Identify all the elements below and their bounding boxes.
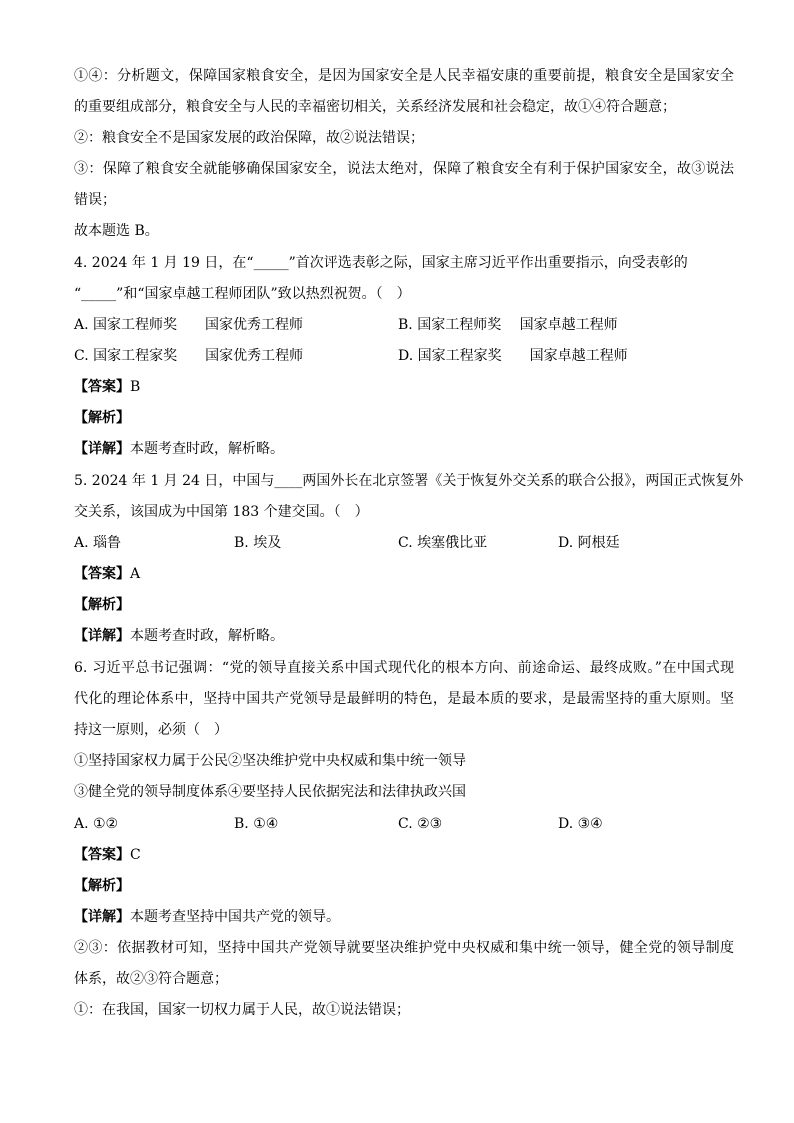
question-4-stem: “_____”和“国家卓越工程师团队”致以热烈祝贺。（ ） xyxy=(74,286,411,302)
text-line: ③：保障了粮食安全就能够确保国家安全，说法太绝对，保障了粮食安全有利于保护国家安全，故③说法 xyxy=(74,161,734,177)
text-line: ②：粮食安全不是国家发展的政治保障，故②说法错误； xyxy=(74,130,424,146)
question-5-option-b: B. 埃及 xyxy=(234,535,282,551)
answer-value: B xyxy=(130,379,141,395)
question-4-stem: 4. 2024 年 1 月 19 日，在“_____”首次评选表彰之际，国家主席习近平作出重要指示，向受表彰的 xyxy=(74,255,688,271)
detail-label: 【详解】 xyxy=(74,628,130,644)
analysis-label: 【解析】 xyxy=(74,878,130,894)
question-4-option-a: A. 国家工程师奖 国家优秀工程师 xyxy=(74,317,304,333)
detail-text: 本题考查坚持中国共产党的领导。 xyxy=(130,909,340,925)
question-5-option-c: C. 埃塞俄比亚 xyxy=(398,535,488,551)
question-6-option-d: D. ③④ xyxy=(558,816,603,832)
detail-line xyxy=(74,907,734,927)
text-line: 体系，故②③符合题意； xyxy=(74,971,228,987)
detail-text: 本题考查时政，解析略。 xyxy=(130,441,284,457)
question-6-stem: 持这一原则，必须（ ） xyxy=(74,722,228,738)
answer-label: 【答案】 xyxy=(74,566,130,582)
question-5-stem: 5. 2024 年 1 月 24 日，中国与____两国外长在北京签署《关于恢复外交关系的联合公报》，两国正式恢复外 xyxy=(74,473,744,489)
question-6-stem: 代化的理论体系中，坚持中国共产党领导是最鲜明的特色，是最本质的要求，是最需坚持的重大原则。坚 xyxy=(74,691,734,707)
question-4-option-b: B. 国家工程师奖 国家卓越工程师 xyxy=(398,317,618,333)
detail-line xyxy=(74,626,734,646)
detail-label: 【详解】 xyxy=(74,441,130,457)
question-6-option-b: B. ①④ xyxy=(234,816,279,832)
text-line: ①：在我国，国家一切权力属于人民，故①说法错误； xyxy=(74,1002,410,1018)
answer-line xyxy=(74,564,734,584)
text-line: 故本题选 B。 xyxy=(74,223,159,239)
text-line: 错误； xyxy=(74,192,116,208)
analysis-line xyxy=(74,876,734,896)
answer-label: 【答案】 xyxy=(74,379,130,395)
answer-line xyxy=(74,845,734,865)
answer-value: C xyxy=(130,847,141,863)
question-4-option-c: C. 国家工程家奖 国家优秀工程师 xyxy=(74,348,304,364)
question-6-option-c: C. ②③ xyxy=(398,816,443,832)
question-6-option-a: A. ①② xyxy=(74,816,119,832)
text-line: ①④：分析题文，保障国家粮食安全，是因为国家安全是人民幸福安康的重要前提，粮食安全是国家安全 xyxy=(74,68,734,84)
analysis-label: 【解析】 xyxy=(74,597,130,613)
question-5-stem: 交关系，该国成为中国第 183 个建交国。（ ） xyxy=(74,504,369,520)
question-6-stem: 6. 习近平总书记强调：“党的领导直接关系中国式现代化的根本方向、前途命运、最终成败。”在中国式现 xyxy=(74,660,734,676)
detail-text: 本题考查时政，解析略。 xyxy=(130,628,284,644)
analysis-line xyxy=(74,408,734,428)
text-line: 的重要组成部分，粮食安全与人民的幸福密切相关，关系经济发展和社会稳定，故①④符合题意； xyxy=(74,99,676,115)
analysis-label: 【解析】 xyxy=(74,410,130,426)
detail-label: 【详解】 xyxy=(74,909,130,925)
question-6-statements: ①坚持国家权力属于公民②坚决维护党中央权威和集中统一领导 xyxy=(74,753,466,769)
question-6-statements: ③健全党的领导制度体系④要坚持人民依据宪法和法律执政兴国 xyxy=(74,784,466,800)
answer-value: A xyxy=(130,566,141,582)
text-line: ②③：依据教材可知，坚持中国共产党领导就要坚决维护党中央权威和集中统一领导，健全党的领导制度 xyxy=(74,940,734,956)
detail-line xyxy=(74,439,734,459)
answer-line xyxy=(74,377,734,397)
question-5-option-a: A. 瑙鲁 xyxy=(74,535,122,551)
question-4-option-d: D. 国家工程家奖 国家卓越工程师 xyxy=(398,348,628,364)
question-5-option-d: D. 阿根廷 xyxy=(558,535,620,551)
answer-label: 【答案】 xyxy=(74,847,130,863)
analysis-line xyxy=(74,595,734,615)
